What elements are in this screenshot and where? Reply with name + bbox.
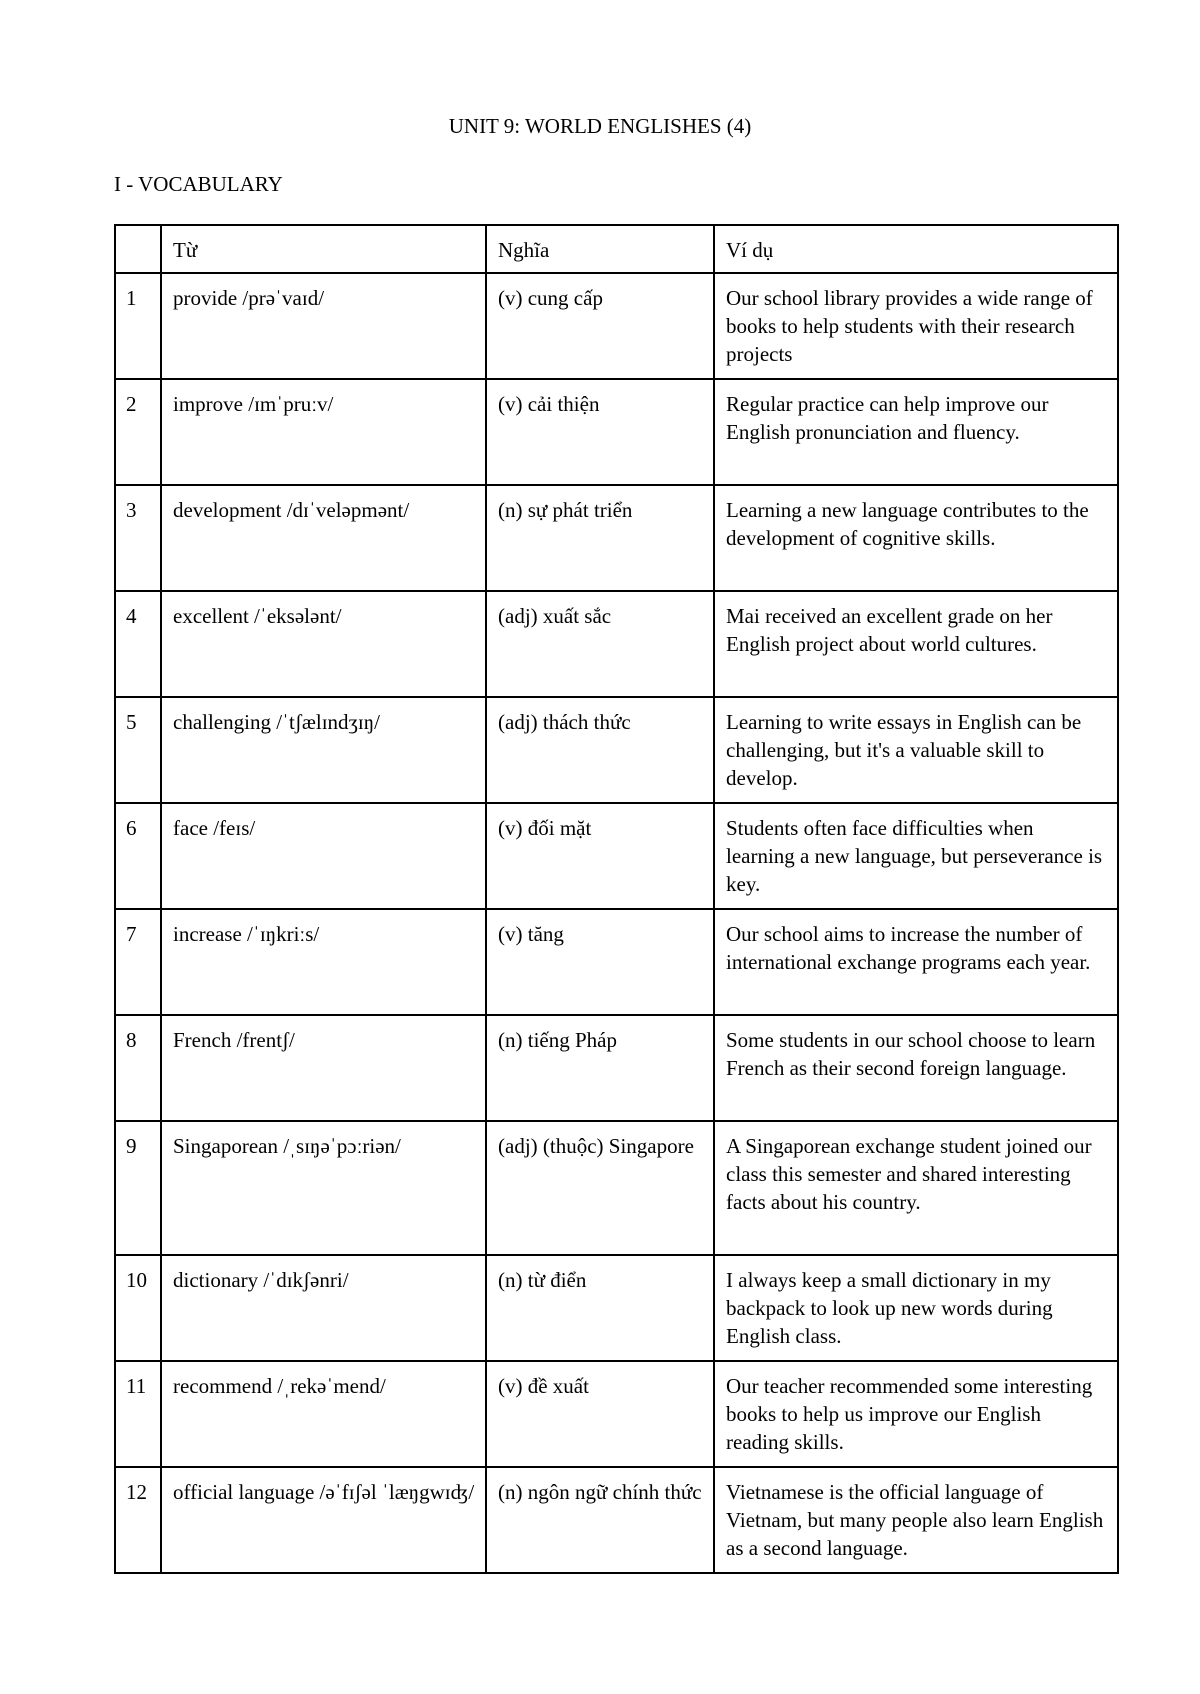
table-row [115, 1015, 1118, 1121]
row-number: 3 [115, 485, 161, 591]
row-meaning: (v) đối mặt [486, 803, 714, 909]
row-word: dictionary /ˈdɪkʃənri/ [161, 1255, 486, 1361]
table-row [115, 273, 1118, 379]
row-word: face /feɪs/ [161, 803, 486, 909]
table-row [115, 803, 1118, 909]
row-meaning: (n) ngôn ngữ chính thức [486, 1467, 714, 1573]
row-number: 5 [115, 697, 161, 803]
row-example: Our teacher recommended some interesting books to help us improve our English reading skills. [714, 1361, 1118, 1467]
page-title: UNIT 9: WORLD ENGLISHES (4) [448, 114, 752, 138]
table-header-row [115, 225, 1118, 273]
header-word: Từ [161, 225, 486, 273]
row-example: Regular practice can help improve our English pronunciation and fluency. [714, 379, 1118, 485]
section-heading: I - VOCABULARY [114, 172, 283, 196]
row-word: recommend /ˌrekəˈmend/ [161, 1361, 486, 1467]
row-example: Learning to write essays in English can be challenging, but it's a valuable skill to develop. [714, 697, 1118, 803]
row-word: increase /ˈɪŋkriːs/ [161, 909, 486, 1015]
row-number: 2 [115, 379, 161, 485]
row-meaning: (adj) xuất sắc [486, 591, 714, 697]
row-meaning: (n) từ điển [486, 1255, 714, 1361]
row-number: 10 [115, 1255, 161, 1361]
row-meaning: (n) sự phát triển [486, 485, 714, 591]
row-example: A Singaporean exchange student joined our class this semester and shared interesting facts about his country. [714, 1121, 1118, 1255]
row-example: Our school library provides a wide range of books to help students with their research projects [714, 273, 1118, 379]
table-row [115, 1121, 1118, 1255]
row-meaning: (adj) (thuộc) Singapore [486, 1121, 714, 1255]
row-word: official language /əˈfɪʃəl ˈlæŋgwɪʤ/ [161, 1467, 486, 1573]
row-number: 7 [115, 909, 161, 1015]
row-example: Some students in our school choose to learn French as their second foreign language. [714, 1015, 1118, 1121]
header-example: Ví dụ [714, 225, 1118, 273]
table-row [115, 697, 1118, 803]
row-word: improve /ɪmˈpruːv/ [161, 379, 486, 485]
table-row [115, 1361, 1118, 1467]
row-number: 8 [115, 1015, 161, 1121]
row-word: Singaporean /ˌsɪŋəˈpɔːriən/ [161, 1121, 486, 1255]
row-example: Our school aims to increase the number of international exchange programs each year. [714, 909, 1118, 1015]
row-number: 1 [115, 273, 161, 379]
vocabulary-table [114, 224, 1119, 1574]
row-example: Learning a new language contributes to the development of cognitive skills. [714, 485, 1118, 591]
row-word: provide /prəˈvaɪd/ [161, 273, 486, 379]
row-example: Vietnamese is the official language of Vietnam, but many people also learn English as a second language. [714, 1467, 1118, 1573]
row-word: challenging /ˈtʃælɪndʒɪŋ/ [161, 697, 486, 803]
table-row [115, 379, 1118, 485]
table-row [115, 909, 1118, 1015]
row-meaning: (n) tiếng Pháp [486, 1015, 714, 1121]
row-number: 6 [115, 803, 161, 909]
row-meaning: (v) cung cấp [486, 273, 714, 379]
row-number: 4 [115, 591, 161, 697]
row-word: French /frentʃ/ [161, 1015, 486, 1121]
row-meaning: (v) cải thiện [486, 379, 714, 485]
row-example: Students often face difficulties when learning a new language, but perseverance is key. [714, 803, 1118, 909]
header-number [115, 225, 161, 273]
row-example: I always keep a small dictionary in my backpack to look up new words during English class. [714, 1255, 1118, 1361]
table-row [115, 1255, 1118, 1361]
row-example: Mai received an excellent grade on her English project about world cultures. [714, 591, 1118, 697]
table-row [115, 591, 1118, 697]
row-number: 12 [115, 1467, 161, 1573]
row-word: development /dɪˈveləpmənt/ [161, 485, 486, 591]
row-number: 11 [115, 1361, 161, 1467]
row-meaning: (v) đề xuất [486, 1361, 714, 1467]
row-meaning: (adj) thách thức [486, 697, 714, 803]
row-meaning: (v) tăng [486, 909, 714, 1015]
table-row [115, 485, 1118, 591]
header-meaning: Nghĩa [486, 225, 714, 273]
table-row [115, 1467, 1118, 1573]
row-number: 9 [115, 1121, 161, 1255]
row-word: excellent /ˈeksələnt/ [161, 591, 486, 697]
